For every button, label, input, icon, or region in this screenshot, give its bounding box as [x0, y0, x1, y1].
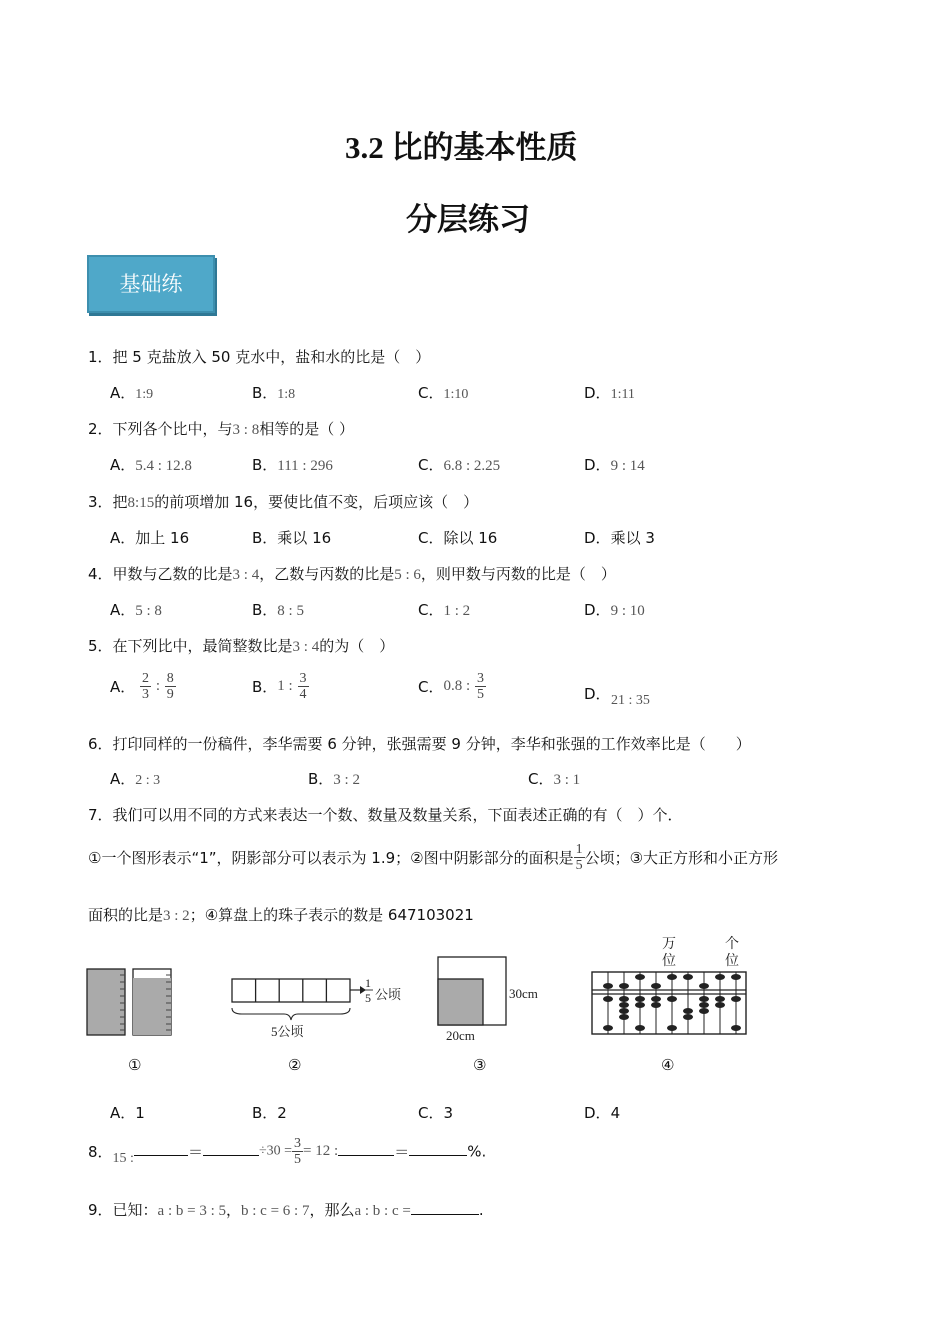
question-7-line-3: 面积的比是3 : 2；④算盘上的珠子表示的数是 647103021 — [88, 906, 474, 924]
figure-2 — [228, 972, 408, 1044]
fig3-side-label: 30cm — [509, 986, 538, 1001]
q4-option-a[interactable]: A．5 : 8 — [110, 601, 162, 619]
fig2-arrow-unit: 公顷 — [375, 987, 402, 1002]
q3-option-c[interactable]: C．除以 16 — [418, 529, 498, 547]
fig2-label: 5公顷 — [271, 1024, 304, 1039]
fig4-wan-label-2: 位 — [662, 954, 676, 969]
fig1-right-fill — [133, 978, 171, 1035]
fig-caption-4: ④ — [661, 1056, 675, 1074]
q3-option-b[interactable]: B．乘以 16 — [252, 529, 332, 547]
fig-caption-2: ② — [288, 1056, 302, 1074]
q7-option-b[interactable]: B．2 — [252, 1104, 287, 1122]
q5-option-d-label[interactable]: D． — [584, 685, 611, 703]
q5-option-b[interactable]: B．1 : $\frac{3}{4}$ — [252, 671, 307, 702]
q1-option-c[interactable]: C．1:10 — [418, 384, 469, 402]
fig4-ge-label-2: 位 — [725, 954, 739, 969]
question-3: 3．把8:15的前项增加 16，要使比值不变，后项应该（ ） — [88, 493, 479, 511]
q6-option-a[interactable]: A．2 : 3 — [110, 770, 161, 788]
q6-option-b[interactable]: B．3 : 2 — [308, 770, 360, 788]
fig2-arrow-den: 5 — [365, 991, 371, 1005]
fig3-bottom-label: 20cm — [446, 1028, 475, 1043]
q8-blank-4[interactable] — [409, 1141, 467, 1156]
page-title: 3.2 比的基本性质 — [345, 130, 578, 165]
fig2-arrow-num: 1 — [365, 976, 371, 990]
fig4-wan-label-1: 万 — [662, 937, 676, 952]
q8-blank-2[interactable] — [203, 1141, 259, 1156]
question-7-line-2: ①一个图形表示“1”，阴影部分可以表示为 1.9；②图中阴影部分的面积是 $\frac{1}{5}$ 公顷；③大正方形和小正方形 — [88, 842, 779, 873]
q2-option-b[interactable]: B．111 : 296 — [252, 456, 333, 474]
q2-option-a[interactable]: A．5.4 : 12.8 — [110, 456, 192, 474]
q9-blank[interactable] — [411, 1200, 479, 1215]
fig3-small-square — [438, 979, 483, 1025]
q8-blank-1[interactable] — [134, 1141, 188, 1156]
section-badge: 基础练 — [87, 255, 215, 313]
q2-option-c[interactable]: C．6.8 : 2.25 — [418, 456, 501, 474]
question-8: 8．15 : ＝ ÷30 = $\frac{3}{5}$ = 12 : ＝ %. — [88, 1136, 487, 1167]
q3-option-a[interactable]: A．加上 16 — [110, 529, 190, 547]
q5-option-d-value: 21 : 35 — [611, 693, 650, 708]
q4-option-b[interactable]: B．8 : 5 — [252, 601, 304, 619]
q3-option-d[interactable]: D．乘以 3 — [584, 529, 655, 547]
question-5: 5．在下列比中，最简整数比是3 : 4的为（ ） — [88, 637, 395, 655]
q4-option-c[interactable]: C．1 : 2 — [418, 601, 471, 619]
fig1-left-bar — [87, 969, 125, 1035]
figure-1 — [85, 966, 180, 1038]
fig2-strip — [232, 979, 350, 1002]
fig-caption-1: ① — [128, 1056, 142, 1074]
q1-option-d[interactable]: D．1:11 — [584, 384, 635, 402]
fig4-ge-label-1: 个 — [725, 937, 739, 952]
q7-option-d[interactable]: D．4 — [584, 1104, 621, 1122]
q4-option-d[interactable]: D．9 : 10 — [584, 601, 645, 619]
q6-option-c[interactable]: C．3 : 1 — [528, 770, 581, 788]
question-1: 1．把 5 克盐放入 50 克水中，盐和水的比是（ ） — [88, 348, 431, 366]
q5-a-frac-1: $\frac{2}{3}$ — [142, 671, 150, 702]
question-9: 9．已知：a : b = 3 : 5，b : c = 6 : 7，那么a : b : c = . — [88, 1201, 484, 1219]
q5-a-frac-2: $\frac{8}{9}$ — [166, 671, 174, 702]
q5-c-frac: $\frac{3}{5}$ — [476, 671, 484, 702]
question-6: 6．打印同样的一份稿件，李华需要 6 分钟，张强需要 9 分钟，李华和张强的工作效率比是（ ） — [88, 735, 751, 753]
q5-option-c[interactable]: C．0.8 : $\frac{3}{5}$ — [418, 671, 484, 702]
q8-blank-3[interactable] — [338, 1141, 394, 1156]
q7-fraction: $\frac{1}{5}$ — [575, 842, 583, 873]
figure-3 — [433, 954, 553, 1046]
q8-fraction: $\frac{3}{5}$ — [294, 1136, 302, 1167]
question-2: 2．下列各个比中，与3 : 8相等的是（ ） — [88, 420, 354, 438]
fig-caption-3: ③ — [473, 1056, 487, 1074]
q7-option-c[interactable]: C．3 — [418, 1104, 454, 1122]
q5-b-frac: $\frac{3}{4}$ — [299, 671, 307, 702]
q2-option-d[interactable]: D．9 : 14 — [584, 456, 645, 474]
page-subtitle: 分层练习 — [406, 202, 530, 237]
figure-4 — [588, 930, 753, 1040]
q1-option-b[interactable]: B．1:8 — [252, 384, 296, 402]
q5-option-a[interactable]: A． $\frac{2}{3}$ : $\frac{8}{9}$ — [110, 671, 174, 702]
fig2-brace — [232, 1008, 350, 1020]
question-4: 4．甲数与乙数的比是3 : 4，乙数与丙数的比是5 : 6，则甲数与丙数的比是（ ） — [88, 565, 616, 583]
q1-option-a[interactable]: A．1:9 — [110, 384, 154, 402]
q7-option-a[interactable]: A．1 — [110, 1104, 145, 1122]
question-7: 7．我们可以用不同的方式来表达一个数、数量及数量关系，下面表述正确的有（ ）个． — [88, 806, 683, 824]
